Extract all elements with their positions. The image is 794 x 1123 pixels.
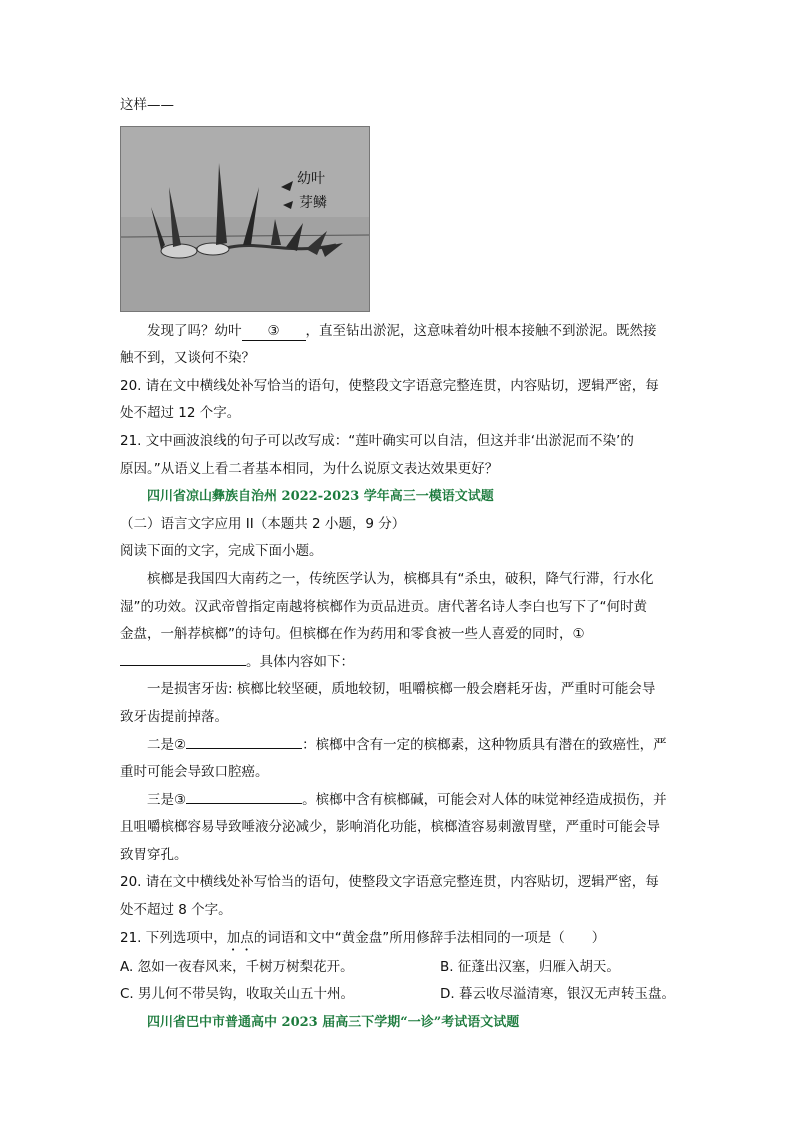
reading-instruction: 阅读下面的文字，完成下面小题。 xyxy=(120,543,323,560)
text-span: ，直至钻出淤泥，这意味着幼叶根本接触不到淤泥。既然接 xyxy=(305,322,657,339)
fill-blank-1[interactable] xyxy=(120,665,246,666)
section-heading: （二）语言文字应用 II（本题共 2 小题，9 分） xyxy=(120,515,406,532)
passage-point-3-cont-2: 致胃穿孔。 xyxy=(120,846,188,863)
passage-line-3: 金盘，一斛荐槟榔”的诗句。但槟榔在作为药用和零食被一些人喜爱的同时，① xyxy=(120,626,585,643)
passage-point-2 xyxy=(120,732,676,760)
passage-point-3 xyxy=(120,787,676,815)
intro-text: 这样—— xyxy=(120,97,174,113)
fill-blank-3[interactable]: ③ xyxy=(242,322,306,341)
text-span: 三是③ xyxy=(147,791,187,808)
seedling-illustration xyxy=(121,127,369,311)
text-span: 21. 下列选项中， xyxy=(120,929,227,946)
passage-line-2: 湿”的功效。汉武帝曾指定南越将槟榔作为贡品进贡。唐代著名诗人李白也写下了“何时黄 xyxy=(120,598,647,615)
passage-point-3-cont-1: 且咀嚼槟榔容易导致唾液分泌减少，影响消化功能，槟榔渣容易刺激胃壁，严重时可能会导 xyxy=(120,819,660,836)
text-span: ：槟榔中含有一定的槟榔素，这种物质具有潜在的致癌性，严 xyxy=(302,736,667,753)
fill-blank-3b[interactable] xyxy=(186,803,302,804)
fill-blank-2[interactable] xyxy=(186,748,302,749)
question-20-b-line1: 20. 请在文中横线处补写恰当的语句，使整段文字语意完整连贯，内容贴切，逻辑严密，每 xyxy=(120,874,659,891)
option-b[interactable]: B. 征蓬出汉塞，归雁入胡天。 xyxy=(440,958,620,975)
document-page xyxy=(120,92,676,1036)
passage-paragraph-1-cont: 触不到，又谈何不染？ xyxy=(120,350,255,367)
text-span: 。具体内容如下： xyxy=(246,653,354,670)
passage-line-4 xyxy=(120,649,676,677)
source-citation-1: 四川省凉山彝族自治州 2022-2023 学年高三一模语文试题 xyxy=(147,489,494,505)
text-span: 二是② xyxy=(147,736,187,753)
options-row-2 xyxy=(120,981,676,1009)
dotted-text: 加点 xyxy=(226,929,254,946)
option-d[interactable]: D. 暮云收尽溢清寒，银汉无声转玉盘。 xyxy=(440,986,675,1003)
text-span: 的词语和文中“黄金盘”所用修辞手法相同的一项是（ ） xyxy=(253,929,606,946)
question-20-b-line2: 处不超过 8 个字。 xyxy=(120,902,232,919)
lotus-seedling-photo xyxy=(120,126,370,312)
passage-point-1: 一是损害牙齿: 槟榔比较坚硬，质地较韧，咀嚼槟榔一般会磨耗牙齿，严重时可能会导 xyxy=(147,681,656,698)
passage-paragraph-1 xyxy=(120,318,676,346)
passage-point-1-cont: 致牙齿提前掉落。 xyxy=(120,708,228,725)
question-20-a-line1: 20. 请在文中横线处补写恰当的语句，使整段文字语意完整连贯，内容贴切，逻辑严密，每 xyxy=(120,377,659,394)
options-row-1 xyxy=(120,954,676,982)
option-a[interactable]: A. 忽如一夜春风来，千树万树梨花开。 xyxy=(120,958,354,975)
source-citation-2: 四川省巴中市普通高中 2023 届高三下学期“一诊”考试语文试题 xyxy=(147,1014,520,1030)
label-bud-scale: 芽鳞 xyxy=(299,194,327,211)
passage-point-2-cont: 重时可能会导致口腔癌。 xyxy=(120,764,269,781)
label-young-leaf: 幼叶 xyxy=(297,170,325,187)
question-21-b xyxy=(120,925,676,954)
passage-line-1: 槟榔是我国四大南药之一，传统医学认为，槟榔具有“杀虫，破积，降气行滞，行水化 xyxy=(147,570,654,587)
question-20-a-line2: 处不超过 12 个字。 xyxy=(120,405,241,422)
question-21-a-line2: 原因。”从语义上看二者基本相同，为什么说原文表达效果更好？ xyxy=(120,460,499,477)
option-c[interactable]: C. 男儿何不带吴钩，收取关山五十州。 xyxy=(120,986,355,1003)
question-21-a-line1: 21. 文中画波浪线的句子可以改写成：“莲叶确实可以自洁，但这并非‘出淤泥而不染’的 xyxy=(120,432,634,449)
text-span: 。槟榔中含有槟榔碱，可能会对人体的味觉神经造成损伤，并 xyxy=(302,791,667,808)
text-span: 发现了吗？幼叶 xyxy=(147,322,242,339)
